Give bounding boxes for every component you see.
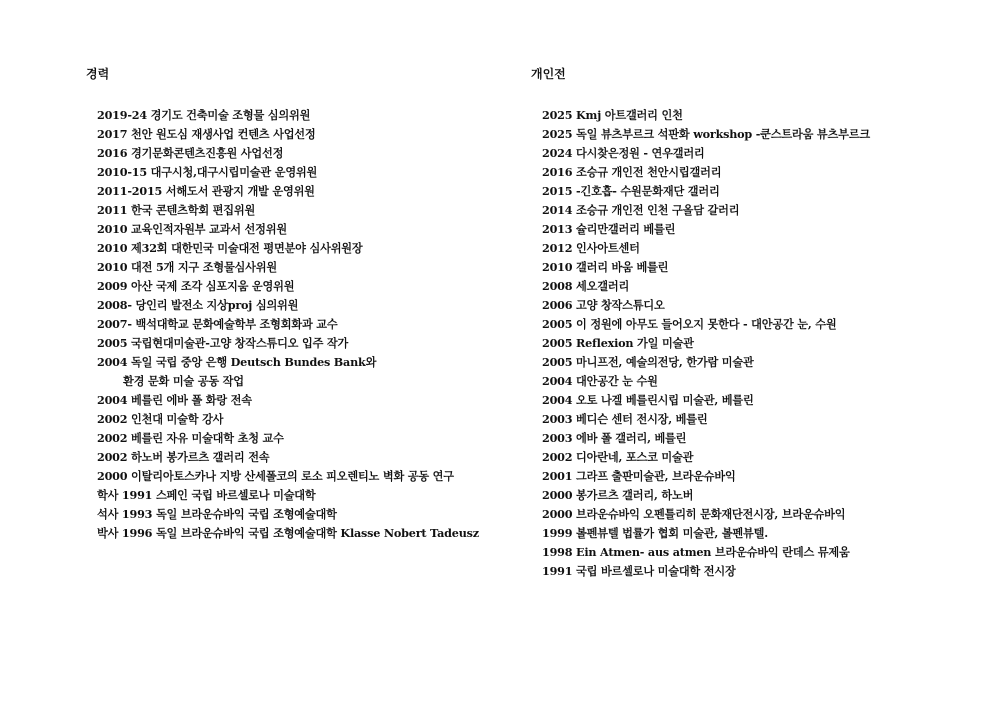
career-entry: 2010 제32회 대한민국 미술대전 평면분야 심사위원장 xyxy=(97,241,363,255)
exhibition-entry: 1998 Ein Atmen- aus atmen 브라운슈바익 란데스 뮤제움 xyxy=(542,545,850,559)
exhibition-entry: 1991 국립 바르셀로나 미술대학 전시장 xyxy=(542,564,736,578)
exhibition-entry: 2014 조승규 개인전 인천 구올담 갈러리 xyxy=(542,203,740,217)
career-entry: 2002 인천대 미술학 강사 xyxy=(97,412,224,426)
career-entry: 학사 1991 스페인 국립 바르셀로나 미술대학 xyxy=(97,488,316,502)
career-entry: 2004 베를린 에바 폴 화랑 전속 xyxy=(97,393,252,407)
solo-exhibitions-section xyxy=(531,66,971,581)
career-entry: 2011 한국 콘텐츠학회 편집위원 xyxy=(97,203,256,217)
exhibition-entry: 2004 오토 나겔 베를린시립 미술관, 베를린 xyxy=(542,393,754,407)
exhibition-entry: 2012 인사아트센터 xyxy=(542,241,640,255)
career-entry: 2017 천안 원도심 재생사업 컨텐츠 사업선정 xyxy=(97,127,316,141)
exhibition-entry: 2016 조승규 개인전 천안시립갤러리 xyxy=(542,165,722,179)
career-list xyxy=(86,106,506,543)
career-heading: 경력 xyxy=(86,67,110,81)
exhibition-entry: 2015 -긴호흡- 수원문화재단 갤러리 xyxy=(542,184,720,198)
exhibition-entry: 2004 대안공간 눈 수원 xyxy=(542,374,658,388)
exhibition-entry: 2005 이 정원에 아무도 들어오지 못한다 - 대안공간 눈, 수원 xyxy=(542,317,837,331)
exhibition-entry: 2024 다시찾은정원 - 연우갤러리 xyxy=(542,146,705,160)
career-entry-continued: 환경 문화 미술 공동 작업 xyxy=(123,374,244,388)
exhibition-entry: 2001 그라프 출판미술관, 브라운슈바익 xyxy=(542,469,736,483)
solo-exhibitions-heading: 개인전 xyxy=(531,67,566,81)
solo-exhibitions-list xyxy=(531,106,971,581)
career-entry: 2007- 백석대학교 문화예술학부 조형회화과 교수 xyxy=(97,317,338,331)
exhibition-entry: 2010 갤러리 바움 베를린 xyxy=(542,260,669,274)
career-entry: 2010-15 대구시청,대구시립미술관 운영위원 xyxy=(97,165,318,179)
career-entry: 2005 국립현대미술관-고양 창작스튜디오 입주 작가 xyxy=(97,336,349,350)
career-entry: 2004 독일 국립 중앙 은행 Deutsch Bundes Bank와 xyxy=(97,355,377,369)
exhibition-entry: 2013 슐리만갤러리 베를린 xyxy=(542,222,676,236)
career-entry: 2002 하노버 봉가르츠 갤러리 전속 xyxy=(97,450,270,464)
career-entry: 2010 대전 5개 지구 조형물심사위원 xyxy=(97,260,277,274)
exhibition-entry: 2000 봉가르츠 갤러리, 하노버 xyxy=(542,488,694,502)
career-entry: 2009 아산 국제 조각 심포지움 운영위원 xyxy=(97,279,295,293)
exhibition-entry: 2025 Kmj 아트갤러리 인천 xyxy=(542,108,683,122)
career-entry: 2008- 당인리 발전소 지상proj 심의위원 xyxy=(97,298,299,312)
exhibition-entry: 2005 마니프전, 예술의전당, 한가람 미술관 xyxy=(542,355,754,369)
career-entry: 2016 경기문화콘텐츠진흥원 사업선정 xyxy=(97,146,284,160)
exhibition-entry: 2003 베디슨 센터 전시장, 베를린 xyxy=(542,412,708,426)
career-entry: 2011-2015 서해도서 관광지 개발 운영위원 xyxy=(97,184,315,198)
career-entry: 2019-24 경기도 건축미술 조형물 심의위원 xyxy=(97,108,311,122)
exhibition-entry: 2003 에바 폴 갤러리, 베를린 xyxy=(542,431,687,445)
career-entry: 박사 1996 독일 브라운슈바익 국립 조형예술대학 Klasse Nobert Tadeusz xyxy=(97,526,479,540)
career-entry: 2002 베를린 자유 미술대학 초청 교수 xyxy=(97,431,284,445)
exhibition-entry: 1999 볼펜뷰텔 법률가 협회 미술관, 볼펜뷰텔. xyxy=(542,526,768,540)
career-entry: 석사 1993 독일 브라운슈바익 국립 조형예술대학 xyxy=(97,507,337,521)
exhibition-entry: 2005 Reflexion 가일 미술관 xyxy=(542,336,694,350)
exhibition-entry: 2025 독일 뷰츠부르크 석판화 workshop -쿤스트라움 뷰츠부르크 xyxy=(542,127,870,141)
career-entry: 2010 교육인적자원부 교과서 선정위원 xyxy=(97,222,287,236)
exhibition-entry: 2008 세오갤러리 xyxy=(542,279,630,293)
career-section xyxy=(86,66,506,543)
exhibition-entry: 2006 고양 창작스튜디오 xyxy=(542,298,665,312)
exhibition-entry: 2000 브라운슈바익 오펜틀리히 문화재단전시장, 브라운슈바익 xyxy=(542,507,846,521)
career-entry: 2000 이탈리아토스카나 지방 산세폴코의 로소 피오렌티노 벽화 공동 연구 xyxy=(97,469,454,483)
exhibition-entry: 2002 디아란네, 포스코 미술관 xyxy=(542,450,694,464)
